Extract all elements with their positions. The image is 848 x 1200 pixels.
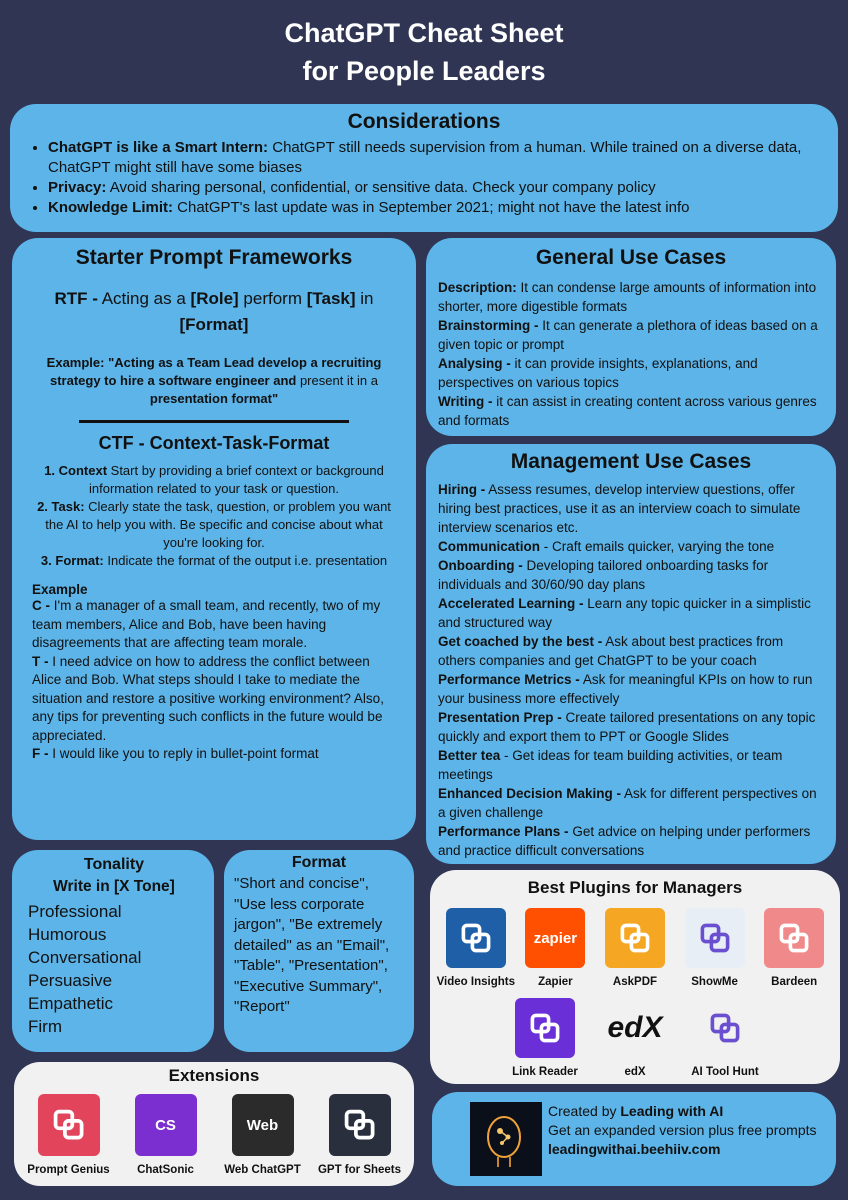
general-heading: General Use Cases [535, 246, 727, 269]
page-title [0, 16, 848, 89]
management-item-text: Ask for meaningful KPIs on how to run your business more effectively [438, 672, 813, 706]
management-item-text: Get advice on helping under performers and practice difficult conversations [438, 824, 811, 858]
starter-frameworks-card [12, 238, 416, 840]
zapier-icon: zapier [525, 908, 585, 968]
bardeen-icon [764, 908, 824, 968]
web-chatgpt-icon: Web [232, 1094, 294, 1156]
title-line-1: ChatGPT Cheat Sheet [284, 18, 564, 48]
general-item [438, 316, 824, 354]
management-item [438, 708, 824, 746]
head-circuit-icon [476, 1107, 536, 1171]
example-item [32, 653, 398, 746]
general-item-label: Description: [438, 280, 517, 295]
tone-item: Persuasive [28, 971, 113, 990]
management-item-text: - Get ideas for team building activities, or team meetings [438, 748, 783, 782]
consideration-item-label: ChatGPT is like a Smart Intern: [48, 139, 269, 156]
plugin-bardeen[interactable] [754, 908, 834, 988]
tone-item: Empathetic [28, 994, 114, 1013]
management-item-text: Create tailored presentations on any topic quickly and export them to PPT or Google Slides [438, 710, 816, 744]
tone-item: Humorous [28, 925, 107, 944]
ctf-list [30, 462, 398, 570]
showme-icon [685, 908, 745, 968]
extensions-card [14, 1062, 414, 1186]
plugin-name: Web ChatGPT [224, 1164, 301, 1176]
plugin-gpt-sheets[interactable] [312, 1094, 408, 1176]
general-item-text: It can generate a plethora of ideas based on a given topic or prompt [438, 318, 818, 352]
plugin-name: AI Tool Hunt [691, 1066, 759, 1078]
consideration-item-text: ChatGPT's last update was in September 2021; might not have the latest info [173, 199, 690, 216]
management-item-text: - Craft emails quicker, varying the tone [540, 539, 775, 554]
management-item-text: Learn any topic quicker in a simplistic and structured way [438, 596, 811, 630]
example-item [32, 597, 398, 653]
plugin-ai-tool-hunt[interactable] [684, 998, 766, 1078]
extensions-row [20, 1094, 408, 1176]
management-item-text: Developing tailored onboarding tasks for individuals and 30/60/90 day plans [438, 558, 769, 592]
management-item-label: Onboarding - [438, 558, 523, 573]
general-list [438, 278, 824, 430]
management-item [438, 822, 824, 860]
plugin-name: GPT for Sheets [317, 1164, 402, 1176]
management-use-cases-card [426, 444, 836, 864]
example-item-label: T - [32, 653, 49, 669]
prompt-genius-icon [38, 1094, 100, 1156]
management-item-label: Performance Plans - [438, 824, 569, 839]
management-list [438, 480, 824, 860]
plugin-edx[interactable] [594, 998, 676, 1078]
consideration-item [48, 198, 826, 218]
ctf-item [30, 498, 398, 552]
management-item-label: Accelerated Learning - [438, 596, 584, 611]
plugin-name: Zapier [538, 976, 573, 988]
management-item-label: Get coached by the best - [438, 634, 603, 649]
plugin-video-insights[interactable] [436, 908, 516, 988]
general-item [438, 278, 824, 316]
tonality-subheading: Write in [X Tone] [53, 878, 175, 895]
management-item-label: Better tea [438, 748, 501, 763]
management-item [438, 784, 824, 822]
ai-tool-hunt-icon [695, 998, 755, 1058]
plugin-name: edX [624, 1066, 646, 1078]
example-list [30, 597, 398, 764]
general-item-label: Writing - [438, 394, 493, 409]
credit-card [432, 1092, 836, 1186]
consideration-item [48, 178, 826, 198]
considerations-card [10, 104, 838, 232]
plugin-web-chatgpt[interactable] [215, 1094, 311, 1176]
tone-item: Firm [28, 1017, 62, 1036]
example-item-label: C - [32, 598, 50, 613]
chatsonic-icon: CS [135, 1094, 197, 1156]
ctf-item-label: 2. Task: [37, 499, 85, 514]
extensions-heading: Extensions [168, 1066, 260, 1085]
plugin-showme[interactable] [675, 908, 755, 988]
plugin-link-reader[interactable] [504, 998, 586, 1078]
considerations-list [22, 138, 826, 218]
consideration-item-text: ChatGPT still needs supervision from a human. While trained on a diverse data, ChatGPT might still have some biases [48, 139, 802, 176]
consideration-item-label: Privacy: [48, 179, 107, 196]
section-divider [79, 420, 349, 423]
plugin-name: Link Reader [512, 1066, 578, 1078]
management-item-text: Ask about best practices from others companies and get ChatGPT to be your coach [438, 634, 784, 668]
rtf-framework: RTF - Acting as a [Role] perform [Task] in [Format] [54, 289, 374, 334]
edx-icon: edX [605, 998, 665, 1058]
management-item-label: Performance Metrics - [438, 672, 580, 687]
link-reader-icon [515, 998, 575, 1058]
example-item-label: F - [32, 746, 49, 761]
example-heading: Example [32, 582, 88, 597]
website-link[interactable]: leadingwithai.beehiiv.com [548, 1141, 721, 1157]
author-name: Leading with AI [620, 1103, 724, 1119]
general-item [438, 392, 824, 430]
ctf-item-text: Start by providing a brief context or background information related to your task or question. [88, 463, 384, 496]
plugin-pdf[interactable] [595, 908, 675, 988]
considerations-heading: Considerations [347, 110, 501, 133]
management-item-label: Communication [438, 539, 541, 554]
plugins-row-2 [436, 998, 834, 1078]
management-item [438, 632, 824, 670]
plugin-name: ChatSonic [137, 1164, 194, 1176]
general-item-text: It can condense large amounts of information into shorter, more digestible formats [438, 280, 817, 314]
tonality-list [28, 900, 200, 1038]
example-item-text: I would like you to reply in bullet-point format [48, 746, 319, 761]
management-item [438, 537, 824, 556]
general-item-label: Brainstorming - [438, 318, 539, 333]
plugin-prompt-genius[interactable] [21, 1094, 117, 1176]
credit-text: Created by Leading with AI Get an expanded version plus free prompts leadingwithai.beehiiv.com [548, 1103, 817, 1157]
consideration-item [48, 138, 826, 178]
consideration-item-label: Knowledge Limit: [48, 199, 173, 216]
example-item-text: I'm a manager of a small team, and recently, two of my team members, Alice and Bob, have been having disagreements that are affecting team morale. [32, 598, 381, 650]
ctf-item-text: Clearly state the task, question, or problem you want the AI to help you with. Be specific and concise about what you're looking for. [45, 499, 391, 550]
plugin-chatsonic[interactable] [118, 1094, 214, 1176]
management-item-text: Assess resumes, develop interview questions, offer hiring best practices, use it as an interview coach to simulate interview scenarios etc. [438, 482, 801, 535]
management-item-text: Ask for different perspectives on a given challenge [438, 786, 817, 820]
plugin-name: Prompt Genius [27, 1164, 110, 1176]
management-item-label: Hiring - [438, 482, 486, 497]
ctf-item-text: Indicate the format of the output i.e. presentation [103, 553, 388, 568]
general-item-text: it can assist in creating content across various genres and formats [438, 394, 817, 428]
ctf-item-label: 3. Format: [40, 553, 104, 568]
example-item-text: I need advice on how to address the conflict between Alice and Bob. What steps should I take to mediate the situation and restore a positive working environment? Also, any tips for preventing such conflicts in the future would be appreciated. [32, 653, 384, 743]
plugin-zapier[interactable] [516, 908, 596, 988]
author-logo [470, 1102, 542, 1176]
ctf-item [30, 552, 398, 570]
management-heading: Management Use Cases [510, 450, 752, 473]
plugin-name: Bardeen [771, 976, 818, 988]
pdf-icon [605, 908, 665, 968]
plugin-name: ShowMe [691, 976, 738, 988]
plugins-row-1 [436, 908, 834, 988]
format-heading: Format [291, 854, 347, 871]
general-item-text: it can provide insights, explanations, and perspectives on various topics [438, 356, 758, 390]
general-item [438, 354, 824, 392]
ctf-heading: CTF - Context-Task-Format [98, 433, 330, 453]
rtf-label: RTF - [54, 289, 98, 308]
tonality-heading: Tonality [83, 856, 145, 873]
ctf-item [30, 462, 398, 498]
gpt-sheets-icon [329, 1094, 391, 1156]
plugins-heading: Best Plugins for Managers [527, 878, 743, 897]
general-use-cases-card [426, 238, 836, 436]
ctf-item-label: 1. Context [44, 463, 108, 478]
management-item [438, 556, 824, 594]
example-item [32, 745, 398, 764]
management-item [438, 746, 824, 784]
management-item-label: Enhanced Decision Making - [438, 786, 622, 801]
video-insights-icon [446, 908, 506, 968]
management-item-label: Presentation Prep - [438, 710, 562, 725]
title-line-2: for People Leaders [302, 56, 546, 86]
plugin-name: Video Insights [436, 976, 515, 988]
general-item-label: Analysing - [438, 356, 511, 371]
plugins-card [430, 870, 840, 1084]
starter-heading: Starter Prompt Frameworks [75, 246, 353, 269]
format-card [224, 850, 414, 1052]
rtf-example: Example: "Acting as a Team Lead develop a recruiting strategy to hire a software engineer and present it in a presentation format" [46, 355, 382, 406]
format-text: "Short and concise", "Use less corporate jargon", "Be extremely detailed" as an "Email", "Table", "Presentation", "Executive Summary", "Report" [234, 875, 390, 1015]
tone-item: Conversational [28, 948, 142, 967]
consideration-item-text: Avoid sharing personal, confidential, or sensitive data. Check your company policy [106, 179, 656, 196]
management-item [438, 594, 824, 632]
tonality-card [12, 850, 214, 1052]
management-item [438, 480, 824, 537]
plugin-name: AskPDF [612, 976, 658, 988]
tone-item: Professional [28, 902, 122, 921]
management-item [438, 670, 824, 708]
